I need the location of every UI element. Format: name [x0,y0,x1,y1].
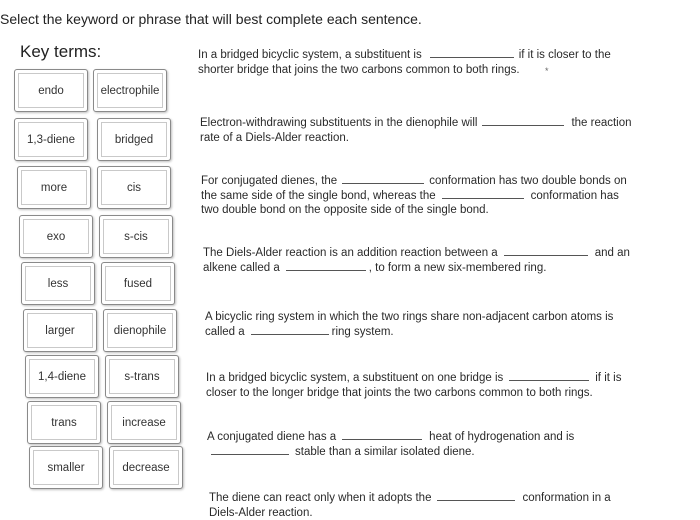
q6-blank[interactable] [509,371,589,381]
q6-text-c: closer to the longer bridge that joints the two carbons common to both rings. [206,386,593,399]
q7-blank-1[interactable] [342,430,422,440]
q4-blank-2[interactable] [286,261,366,271]
q7-blank-2[interactable] [211,445,289,455]
q5-text-c: ring system. [331,325,394,338]
term-1-3-diene[interactable]: 1,3-diene [14,118,88,161]
term-dienophile[interactable]: dienophile [103,309,177,352]
question-6 [206,371,621,400]
q4-text-b: and an [594,247,630,259]
q1-asterisk: * [545,66,549,76]
q3-text-e: two double bond on the opposite side of the single bond. [201,204,489,216]
q5-text-a: A bicyclic ring system in which the two rings share non-adjacent carbon atoms is [205,311,614,323]
instruction-text: Select the keyword or phrase that will best complete each sentence. [0,11,422,27]
term-1-4-diene[interactable]: 1,4-diene [25,355,99,398]
term-more[interactable]: more [17,166,91,209]
q8-text-c: Diels-Alder reaction. [209,506,313,519]
question-4 [203,246,630,275]
term-s-trans[interactable]: s-trans [105,355,179,398]
q2-text-c: rate of a Diels-Alder reaction. [200,131,349,144]
q4-text-c: alkene called a [203,261,280,274]
q8-blank[interactable] [437,491,515,501]
q3-blank-2[interactable] [442,189,524,199]
q4-text-a: The Diels-Alder reaction is an addition reaction between a [203,247,498,259]
term-larger[interactable]: larger [23,309,97,352]
term-less[interactable]: less [21,262,95,305]
term-endo[interactable]: endo [14,69,88,112]
term-decrease[interactable]: decrease [109,446,183,489]
question-3 [201,174,627,218]
question-2 [200,116,632,145]
q2-blank[interactable] [482,116,564,126]
q5-blank[interactable] [251,325,329,335]
q8-text-b: conformation in a [522,492,611,504]
term-trans[interactable]: trans [27,401,101,444]
q2-text-a: Electron-withdrawing substituents in the dienophile will [200,117,478,129]
term-exo[interactable]: exo [19,215,93,258]
key-terms-heading: Key terms: [20,42,102,61]
term-fused[interactable]: fused [101,262,175,305]
q7-text-b: heat of hydrogenation and is [429,431,575,443]
q1-text-a: In a bridged bicyclic system, a substituent is [198,49,422,61]
q1-text-c: shorter bridge that joins the two carbons common to both rings. [198,63,520,76]
q5-text-b: called a [205,325,245,338]
question-7 [207,430,574,459]
q8-text-a: The diene can react only when it adopts the [209,492,432,504]
q6-text-a: In a bridged bicyclic system, a substituent on one bridge is [206,372,504,384]
q1-text-b: if it is closer to the [518,49,611,61]
term-s-cis[interactable]: s-cis [99,215,173,258]
q3-blank-1[interactable] [342,174,424,184]
q3-text-b: conformation has two double bonds on [429,175,627,187]
q6-text-b: if it is [595,372,622,384]
question-5 [205,310,613,339]
term-cis[interactable]: cis [97,166,171,209]
term-bridged[interactable]: bridged [97,118,171,161]
q7-text-c: stable than a similar isolated diene. [295,445,475,458]
q3-text-c: the same side of the single bond, whereas the [201,189,436,202]
q1-blank[interactable] [430,48,514,58]
q7-text-a: A conjugated diene has a [207,431,337,443]
term-electrophile[interactable]: electrophile [93,69,167,112]
q3-text-a: For conjugated dienes, the [201,175,338,187]
q3-text-d: conformation has [530,189,619,202]
q4-blank-1[interactable] [504,246,588,256]
term-smaller[interactable]: smaller [29,446,103,489]
q4-text-d: , to form a new six-membered ring. [368,261,547,274]
term-increase[interactable]: increase [107,401,181,444]
q2-text-b: the reaction [571,117,632,129]
question-8 [209,491,611,520]
